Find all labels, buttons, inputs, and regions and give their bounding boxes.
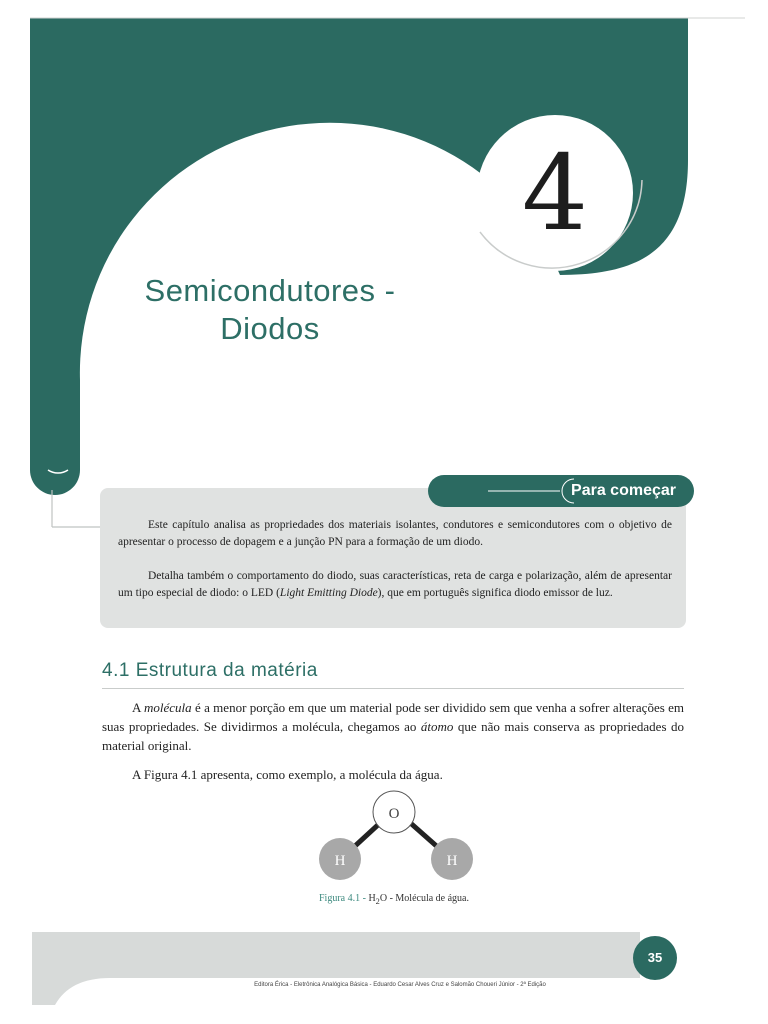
oxygen-label: O (388, 806, 400, 822)
p1-mid: é a menor porção em que um material pode ser dividido sem que venha a sofrer alterações em suas propriedades. Se dividirmos a molécula, chegamos ao (102, 700, 684, 734)
section-title: 4.1 Estrutura da matéria (102, 660, 318, 681)
p1-italic-molecule: molécula (144, 700, 192, 715)
intro-p2-italic: Light Emitting Diode (279, 587, 378, 599)
intro-p2-after: ), que em português significa diodo emissor de luz. (377, 587, 613, 599)
p1-start: A (132, 700, 144, 715)
caption-formula-o: O (379, 893, 388, 904)
badge-line-icon (488, 475, 578, 507)
intro-box (100, 488, 686, 628)
footer-credit: Editora Érica - Eletrônica Analógica Básica - Eduardo Cesar Alves Cruz e Salomão Choueri Júnior - 2ª Edição (254, 982, 546, 988)
chapter-title-line2: Diodos (220, 311, 320, 346)
intro-badge-label: Para começar (571, 482, 676, 499)
intro-badge (428, 475, 694, 507)
caption-text: - Molécula de água. (387, 893, 469, 904)
footer-bar (32, 932, 640, 1005)
chapter-title-line1: Semicondutores - (144, 273, 396, 308)
section-paragraph-2: A Figura 4.1 apresenta, como exemplo, a molécula da água. (132, 767, 443, 782)
figure-caption (200, 893, 588, 906)
hydrogen-label-right: H (446, 853, 458, 869)
water-molecule-figure (300, 788, 490, 888)
intro-p2-before: Detalha também o comportamento do diodo, suas características, reta de carga e polarização, além de apresentar um tipo especial de diodo: o LED ( (118, 570, 672, 599)
caption-formula-sub: 2 (375, 897, 380, 906)
intro-paragraph-1: Este capítulo analisa as propriedades dos materiais isolantes, condutores e semicondutores com o objetivo de apresentar o processo de dopagem e a junção PN para a formação de um diodo. (118, 519, 672, 548)
intro-paragraph-2 (118, 568, 672, 602)
caption-label: Figura 4.1 - (318, 893, 366, 904)
page-number: 35 (633, 936, 677, 980)
section-paragraph-1 (102, 698, 684, 755)
caption-formula-h: H (368, 893, 376, 904)
p1-italic-atom: átomo (420, 719, 454, 734)
hydrogen-label-left: H (334, 853, 346, 869)
chapter-number: 4 (521, 132, 589, 254)
chapter-title (100, 272, 440, 348)
section-rule (102, 688, 684, 689)
p1-end: que não mais conserva as propriedades do material original. (102, 719, 684, 753)
